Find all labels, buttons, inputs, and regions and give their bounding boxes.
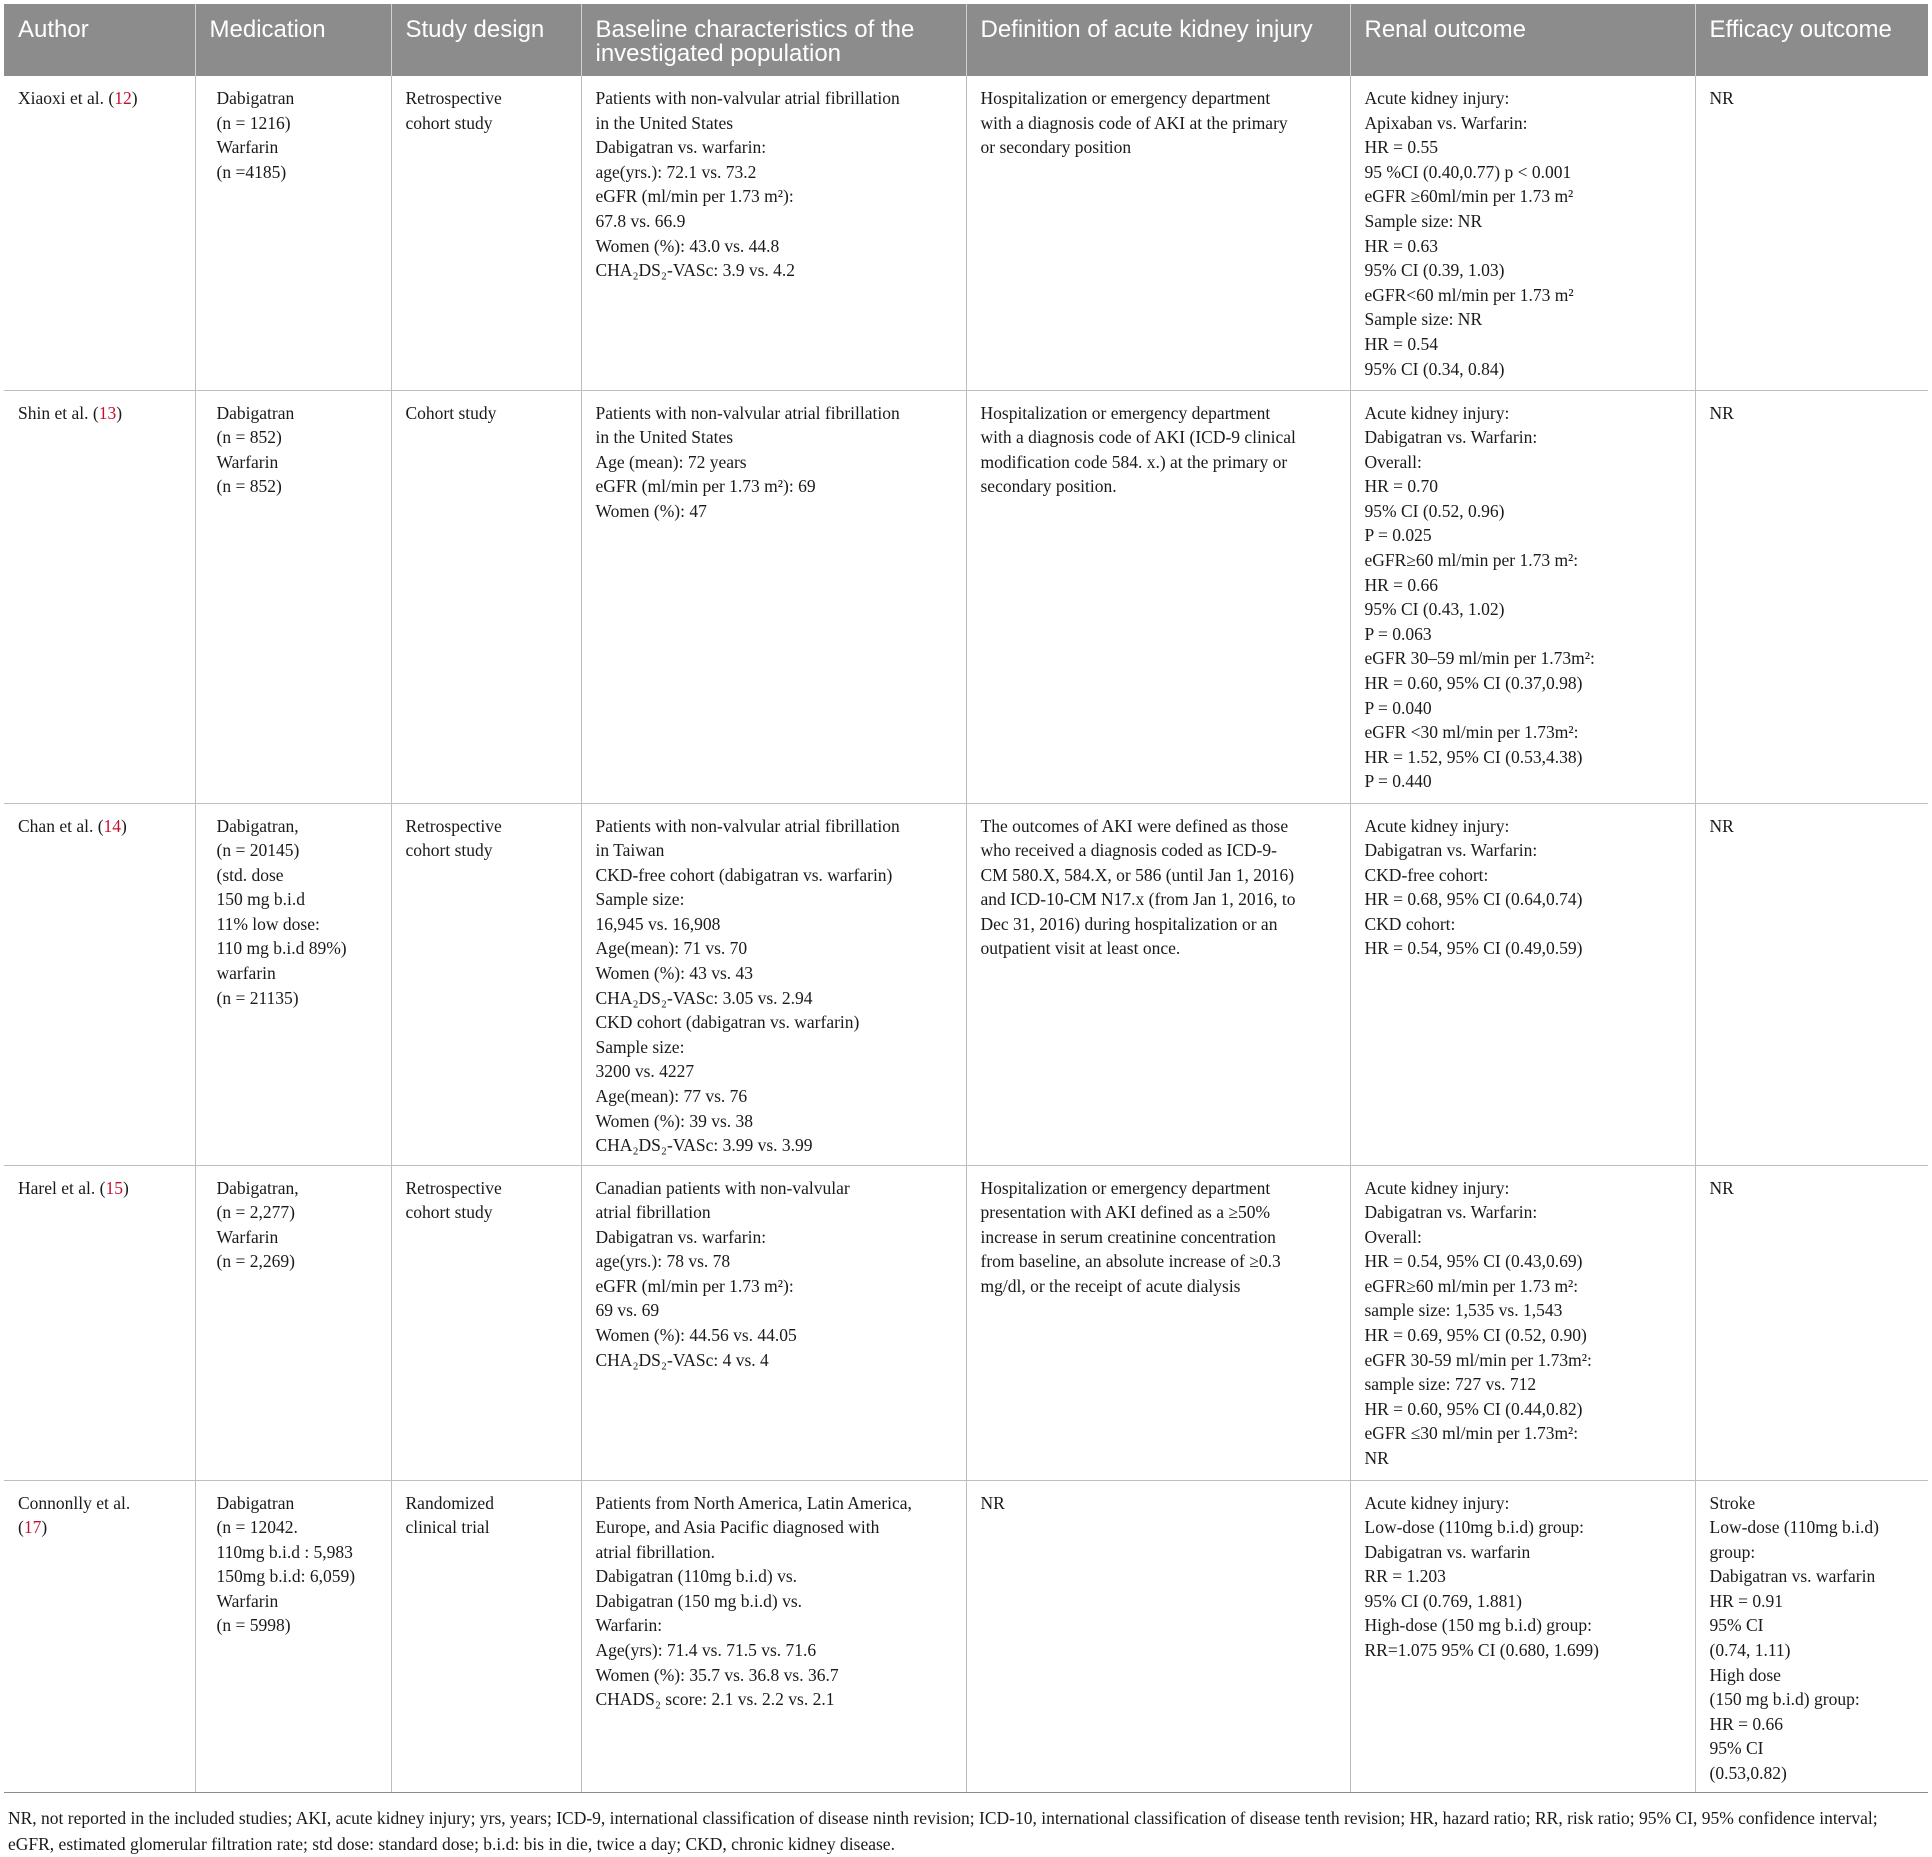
cell-efficacy-outcome: NR — [1695, 1165, 1928, 1480]
header-medication: Medication — [195, 4, 391, 76]
reference-link[interactable]: 13 — [98, 402, 117, 423]
table-row — [4, 390, 1928, 803]
cell-baseline: Canadian patients with non-valvular atrial fibrillation Dabigatran vs. warfarin: age(yrs.): 78 vs. 78 eGFR (ml/min per 1.73 m²): 69 vs. 69 Women (%): 44.56 vs. 44.05 CHA₂DS₂-VASc: 4 vs. 4 — [581, 1165, 966, 1480]
cell-aki-definition: NR — [966, 1480, 1350, 1792]
cell-study-design: Cohort study — [391, 390, 581, 803]
cell-study-design: Randomized clinical trial — [391, 1480, 581, 1792]
cell-medication: Dabigatran (n = 1216) Warfarin (n =4185) — [195, 76, 391, 390]
cell-baseline: Patients with non-valvular atrial fibrillation in Taiwan CKD-free cohort (dabigatran vs. warfarin) Sample size: 16,945 vs. 16,908 Age(mean): 71 vs. 70 Women (%): 43 vs. 43 CHA₂DS₂-VASc: 3.05 vs. 2.94 CKD cohort (dabigatran vs. warfarin) Sample size: 3200 vs. 4227 Age(mean): 77 vs. 76 Women (%): 39 vs. 38 CHA₂DS₂-VASc: 3.99 vs. 3.99 — [581, 803, 966, 1165]
author-name: Shin et al. ( — [18, 402, 99, 423]
cell-author: Xiaoxi et al. (12) — [4, 76, 195, 390]
cell-medication: Dabigatran, (n = 2,277) Warfarin (n = 2,269) — [195, 1165, 391, 1480]
cell-renal-outcome: Acute kidney injury: Dabigatran vs. Warfarin: Overall: HR = 0.54, 95% CI (0.43,0.69) eGFR≥60 ml/min per 1.73 m²: sample size: 1,535 vs. 1,543 HR = 0.69, 95% CI (0.52, 0.90) eGFR 30-59 ml/min per 1.73m²: sample size: 727 vs. 712 HR = 0.60, 95% CI (0.44,0.82) eGFR ≤30 ml/min per 1.73m²: NR — [1350, 1165, 1695, 1480]
cell-author: Harel et al. (15) — [4, 1165, 195, 1480]
table-row — [4, 803, 1928, 1165]
cell-aki-definition: Hospitalization or emergency department with a diagnosis code of AKI (ICD-9 clinical modification code 584. x.) at the primary or secondary position. — [966, 390, 1350, 803]
cell-efficacy-outcome: Stroke Low-dose (110mg b.i.d) group: Dabigatran vs. warfarin HR = 0.91 95% CI (0.74, 1.11) High dose (150 mg b.i.d) group: HR = 0.66 95% CI (0.53,0.82) — [1695, 1480, 1928, 1792]
cell-medication: Dabigatran, (n = 20145) (std. dose 150 mg b.i.d 11% low dose: 110 mg b.i.d 89%) warfarin (n = 21135) — [195, 803, 391, 1165]
header-study-design: Study design — [391, 4, 581, 76]
author-name: Chan et al. ( — [18, 815, 104, 836]
cell-author: Connonlly et al. (17) — [4, 1480, 195, 1792]
reference-link[interactable]: 17 — [23, 1517, 42, 1538]
cell-renal-outcome: Acute kidney injury: Dabigatran vs. Warfarin: Overall: HR = 0.70 95% CI (0.52, 0.96) P = 0.025 eGFR≥60 ml/min per 1.73 m²: HR = 0.66 95% CI (0.43, 1.02) P = 0.063 eGFR 30–59 ml/min per 1.73m²: HR = 0.60, 95% CI (0.37,0.98) P = 0.040 eGFR <30 ml/min per 1.73m²: HR = 1.52, 95% CI (0.53,4.38) P = 0.440 — [1350, 390, 1695, 803]
cell-study-design: Retrospective cohort study — [391, 76, 581, 390]
cell-author: Shin et al. (13) — [4, 390, 195, 803]
cell-baseline: Patients with non-valvular atrial fibrillation in the United States Dabigatran vs. warfarin: age(yrs.): 72.1 vs. 73.2 eGFR (ml/min per 1.73 m²): 67.8 vs. 66.9 Women (%): 43.0 vs. 44.8 CHA₂DS₂-VASc: 3.9 vs. 4.2 — [581, 76, 966, 390]
cell-aki-definition: The outcomes of AKI were defined as those who received a diagnosis coded as ICD-9- CM 580.X, 584.X, or 586 (until Jan 1, 2016) and ICD-10-CM N17.x (from Jan 1, 2016, to Dec 31, 2016) during hospitalization or an outpatient visit at least once. — [966, 803, 1350, 1165]
author-name: Harel et al. ( — [18, 1177, 106, 1198]
cell-efficacy-outcome: NR — [1695, 390, 1928, 803]
cell-baseline: Patients with non-valvular atrial fibrillation in the United States Age (mean): 72 years eGFR (ml/min per 1.73 m²): 69 Women (%): 47 — [581, 390, 966, 803]
cell-efficacy-outcome: NR — [1695, 76, 1928, 390]
table-container — [4, 4, 1928, 1857]
table-row — [4, 1480, 1928, 1792]
cell-aki-definition: Hospitalization or emergency department presentation with AKI defined as a ≥50% increase in serum creatinine concentration from baseline, an absolute increase of ≥0.3 mg/dl, or the receipt of acute dialysis — [966, 1165, 1350, 1480]
header-author: Author — [4, 4, 195, 76]
reference-link[interactable]: 14 — [103, 815, 122, 836]
studies-table — [4, 4, 1928, 1793]
cell-baseline: Patients from North America, Latin America, Europe, and Asia Pacific diagnosed with atrial fibrillation. Dabigatran (110mg b.i.d) vs. Dabigatran (150 mg b.i.d) vs. Warfarin: Age(yrs): 71.4 vs. 71.5 vs. 71.6 Women (%): 35.7 vs. 36.8 vs. 36.7 CHADS₂ score: 2.1 vs. 2.2 vs. 2.1 — [581, 1480, 966, 1792]
cell-renal-outcome: Acute kidney injury: Apixaban vs. Warfarin: HR = 0.55 95 %CI (0.40,0.77) p < 0.001 eGFR ≥60ml/min per 1.73 m² Sample size: NR HR = 0.63 95% CI (0.39, 1.03) eGFR<60 ml/min per 1.73 m² Sample size: NR HR = 0.54 95% CI (0.34, 0.84) — [1350, 76, 1695, 390]
header-renal-outcome: Renal outcome — [1350, 4, 1695, 76]
header-aki-definition: Definition of acute kidney injury — [966, 4, 1350, 76]
reference-link[interactable]: 15 — [105, 1177, 123, 1198]
cell-author: Chan et al. (14) — [4, 803, 195, 1165]
cell-study-design: Retrospective cohort study — [391, 1165, 581, 1480]
cell-study-design: Retrospective cohort study — [391, 803, 581, 1165]
author-name: Connonlly et al. ( — [18, 1492, 131, 1538]
cell-renal-outcome: Acute kidney injury: Low-dose (110mg b.i.d) group: Dabigatran vs. warfarin RR = 1.203 95% CI (0.769, 1.881) High-dose (150 mg b.i.d) group: RR=1.075 95% CI (0.680, 1.699) — [1350, 1480, 1695, 1792]
cell-efficacy-outcome: NR — [1695, 803, 1928, 1165]
table-footnote: NR, not reported in the included studies; AKI, acute kidney injury; yrs, years; ICD-9, international classification of disease ninth revision; ICD-10, international classification of disease tenth revision; HR, hazard ratio; RR, risk ratio; 95% CI, 95% confidence interval; eGFR, estimated glomerular filtration rate; std dose: standard dose; b.i.d: bis in die, twice a day; CKD, chronic kidney disease. — [8, 1807, 1878, 1854]
table-row — [4, 76, 1928, 390]
table-row — [4, 1165, 1928, 1480]
header-efficacy-outcome: Efficacy outcome — [1695, 4, 1928, 76]
cell-medication: Dabigatran (n = 12042. 110mg b.i.d : 5,983 150mg b.i.d: 6,059) Warfarin (n = 5998) — [195, 1480, 391, 1792]
cell-renal-outcome: Acute kidney injury: Dabigatran vs. Warfarin: CKD-free cohort: HR = 0.68, 95% CI (0.64,0.74) CKD cohort: HR = 0.54, 95% CI (0.49,0.59) — [1350, 803, 1695, 1165]
author-name: Xiaoxi et al. ( — [18, 88, 115, 108]
header-baseline: Baseline characteristics of the investigated population — [581, 4, 966, 76]
cell-medication: Dabigatran (n = 852) Warfarin (n = 852) — [195, 390, 391, 803]
reference-link[interactable]: 12 — [114, 88, 132, 108]
cell-aki-definition: Hospitalization or emergency department with a diagnosis code of AKI at the primary or secondary position — [966, 76, 1350, 390]
table-header-row — [4, 4, 1928, 76]
